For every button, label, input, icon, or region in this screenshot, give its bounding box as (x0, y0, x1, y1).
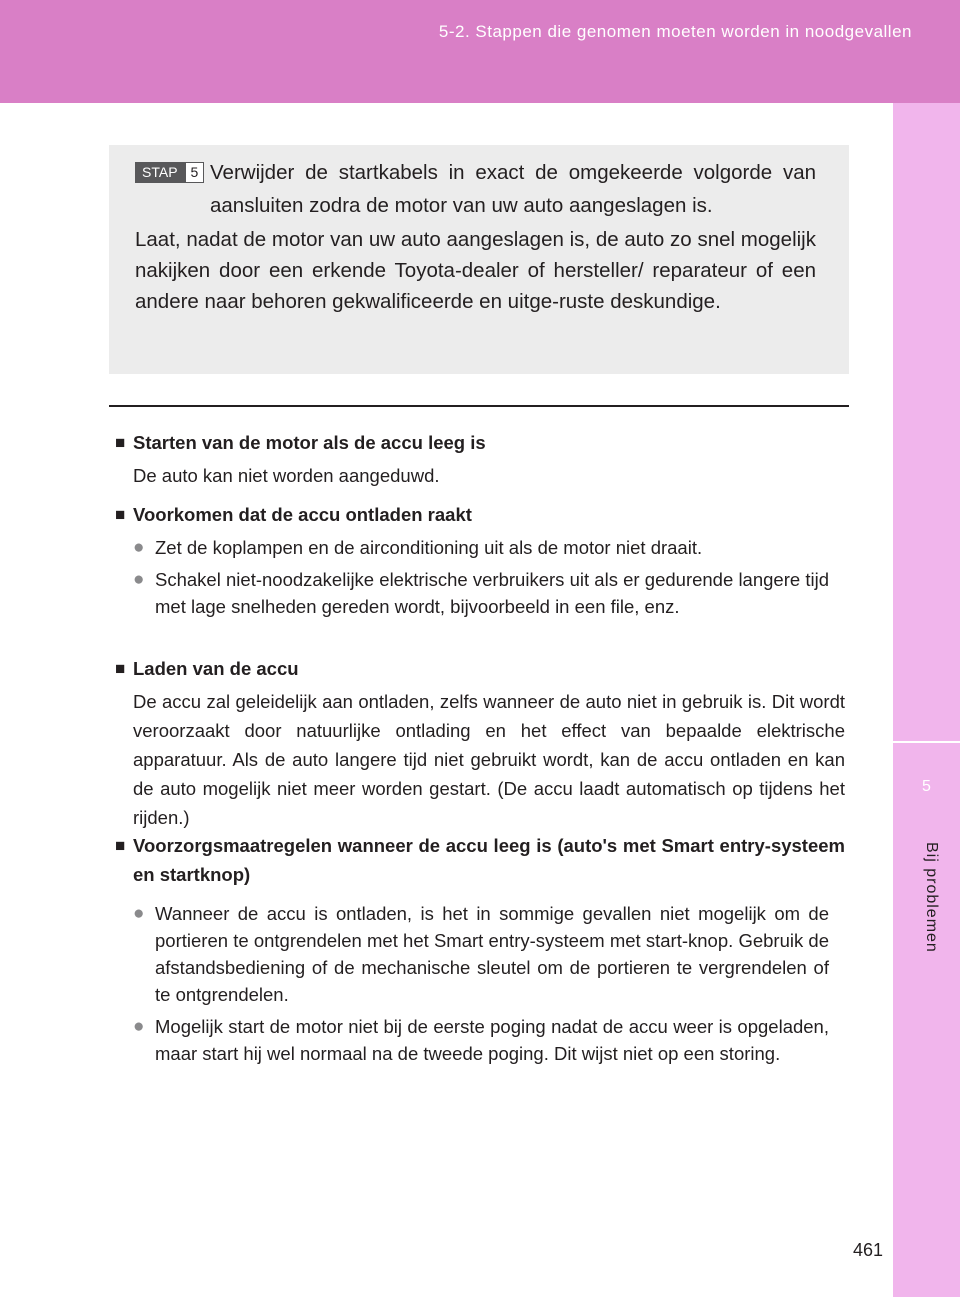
info-section (115, 831, 845, 1067)
section-heading: ■ Voorkomen dat de accu ontladen raakt (115, 500, 845, 529)
circle-bullet-icon: ● (133, 903, 145, 924)
square-bullet-icon: ■ (115, 505, 126, 524)
section-heading: ■ Laden van de accu (115, 654, 845, 683)
chapter-tab-divider (893, 741, 960, 743)
page-number: 461 (852, 1240, 883, 1260)
chapter-name: Bij problemen (923, 842, 940, 953)
square-bullet-icon: ■ (115, 836, 126, 855)
list-item: ● Wanneer de accu is ontladen, is het in sommige gevallen niet mogelijk om de portieren te ontgrendelen met het Smart entry-systeem met start-knop. Gebruik de afstandsbediening of de mechanische sleutel om de portieren te vergrendelen of te ontgrendelen. (133, 900, 845, 1008)
section-text: De auto kan niet worden aangeduwd. (133, 465, 440, 486)
list-item: ● Zet de koplampen en de airconditioning uit als de motor niet draait. (133, 534, 845, 561)
chapter-number: 5 (922, 778, 931, 795)
square-bullet-icon: ■ (115, 433, 126, 452)
chapter-tab (893, 103, 960, 1297)
section-heading: ■ Starten van de motor als de accu leeg is (115, 428, 845, 457)
info-section (115, 500, 845, 620)
step-note: Laat, nadat de motor van uw auto aangeslagen is, de auto zo snel mogelijk nakijken door een erkende Toyota-dealer of hersteller/ reparateur of een andere naar behoren gekwalificeerde en uitge-ruste deskundige. (135, 228, 816, 313)
header-band (0, 0, 960, 103)
step-badge-number: 5 (185, 162, 205, 183)
list-item: ● Mogelijk start de motor niet bij de eerste poging nadat de accu weer is opgeladen, maar start hij wel normaal na de tweede poging. Dit wijst niet op een storing. (133, 1013, 845, 1067)
step-badge-label: STAP (135, 162, 185, 183)
circle-bullet-icon: ● (133, 569, 145, 590)
circle-bullet-icon: ● (133, 537, 145, 558)
square-bullet-icon: ■ (115, 659, 126, 678)
section-title: 5-2. Stappen die genomen moeten worden in noodgevallen (438, 22, 912, 41)
section-text: De accu zal geleidelijk aan ontladen, zelfs wanneer de auto niet in gebruik is. Dit wordt veroorzaakt door natuurlijke ontlading en het effect van bepaalde elektrische apparatuur. Als de auto langere tijd niet gebruikt wordt, kan de accu ontladen en kan de auto mogelijk niet meer worden gestart. (De accu laadt automatisch op tijdens het rijden.) (133, 691, 845, 828)
step-badge (135, 162, 204, 183)
section-divider (109, 405, 849, 407)
list-item: ● Schakel niet-noodzakelijke elektrische verbruikers uit als er gedurende langere tijd met lage snelheden gereden wordt, bijvoorbeeld in een file, enz. (133, 566, 845, 620)
info-section (115, 654, 845, 832)
info-section (115, 428, 845, 490)
section-heading: ■ Voorzorgsmaatregelen wanneer de accu leeg is (auto's met Smart entry-systeem en startknop) (115, 831, 845, 889)
step-instruction: Verwijder de startkabels in exact de omgekeerde volgorde van aansluiten zodra de motor van uw auto aangeslagen is. (210, 161, 816, 217)
circle-bullet-icon: ● (133, 1016, 145, 1037)
